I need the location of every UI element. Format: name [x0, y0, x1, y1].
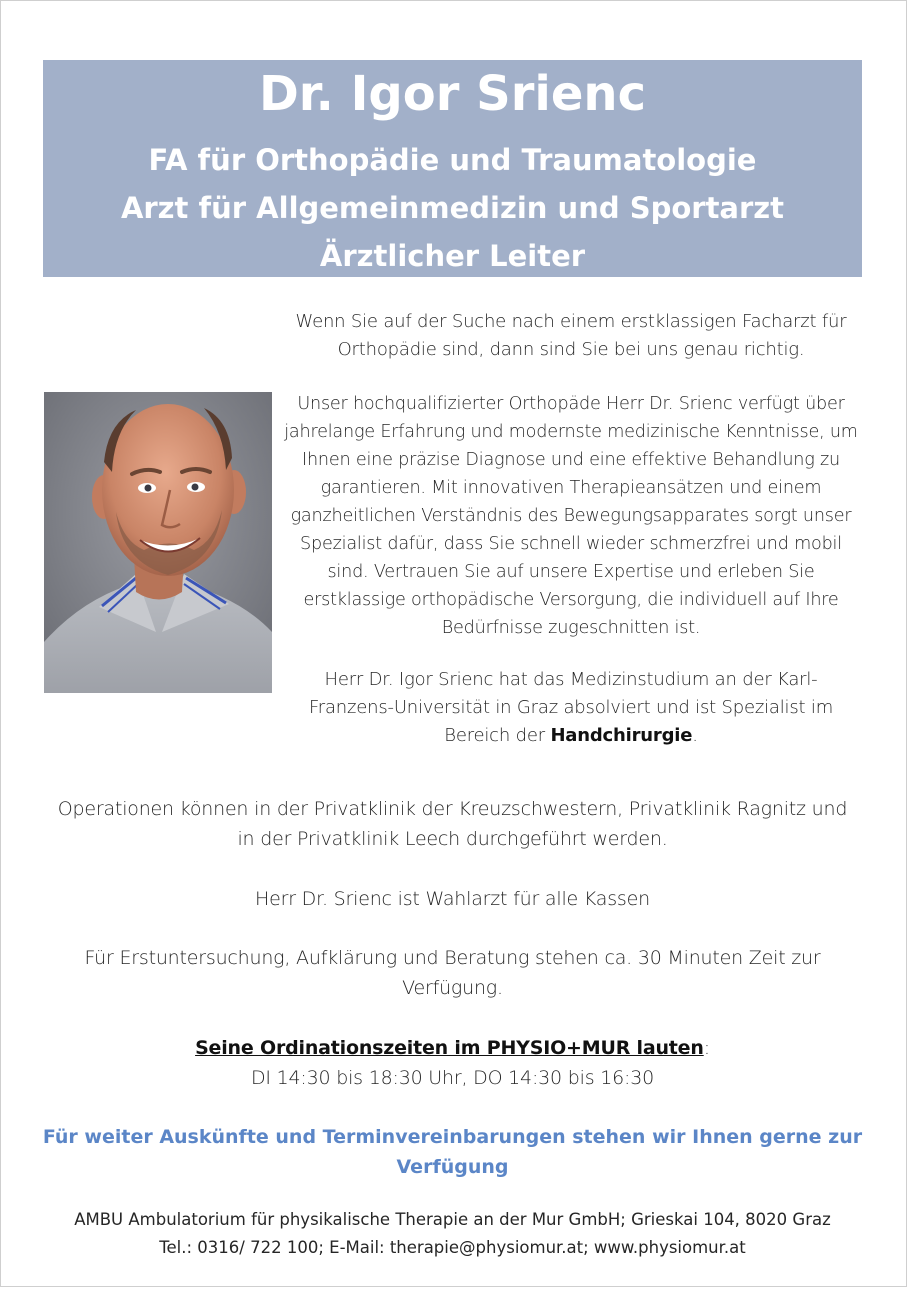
title-medical-director: Ärztlicher Leiter	[319, 239, 586, 273]
office-hours-label: Seine Ordinationszeiten im PHYSIO+MUR lauten	[195, 1037, 704, 1059]
education-text: Herr Dr. Igor Srienc hat das Medizinstudium an der Karl-Franzens-Universität in Graz absolviert und ist Spezialist im Bereich der	[308, 669, 834, 746]
education-period: .	[692, 725, 698, 746]
consultation-time-paragraph: Für Erstuntersuchung, Aufklärung und Beratung stehen ca. 30 Minuten Zeit zur Verfügung.	[84, 947, 821, 999]
doctor-name: Dr. Igor Srienc	[258, 66, 647, 122]
title-general-medicine: Arzt für Allgemeinmedizin und Sportarzt	[120, 191, 785, 225]
specialty-hand-surgery: Handchirurgie	[550, 725, 693, 746]
portrait-illustration	[44, 392, 272, 693]
title-specialty: FA für Orthopädie und Traumatologie	[148, 143, 757, 177]
appointment-note: Für weiter Auskünfte und Terminvereinbarungen stehen wir Ihnen gerne zur Verfügung	[42, 1126, 863, 1178]
doctor-portrait-photo	[44, 392, 272, 693]
footer	[30, 1206, 875, 1262]
office-hours-colon: :	[703, 1037, 710, 1059]
experience-paragraph: Unser hochqualifizierter Orthopäde Herr Dr. Srienc verfügt über jahrelange Erfahrung und modernste medizinische Kenntnisse, um Ihnen eine präzise Diagnose und eine effektive Behandlung zu garantieren. Mit innovativen Therapieansätzen und einem ganzheitlichen Verständnis des Bewegungsapparates sorgt unser Spezialist dafür, dass Sie schnell wieder schmerzfrei und mobil sind. Vertrauen Sie auf unsere Expertise und erleben Sie erstklassige orthopädische Versorgung, die individuell auf Ihre Bedürfnisse zugeschnitten ist.	[284, 394, 858, 638]
footer-contact: Tel.: 0316/ 722 100; E-Mail: therapie@physiomur.at; www.physiomur.at	[159, 1238, 746, 1257]
footer-address: AMBU Ambulatorium für physikalische Therapie an der Mur GmbH; Grieskai 104, 8020 Graz	[74, 1210, 831, 1229]
header-banner	[43, 60, 862, 277]
intro-paragraph: Wenn Sie auf der Suche nach einem erstklassigen Facharzt für Orthopädie sind, dann sind Sie bei uns genau richtig.	[295, 311, 847, 360]
education-paragraph	[283, 666, 859, 750]
operations-paragraph: Operationen können in der Privatklinik der Kreuzschwestern, Privatklinik Ragnitz und in der Privatklinik Leech durchgeführt werden.	[57, 798, 848, 850]
office-hours-block	[50, 1033, 855, 1093]
insurance-paragraph: Herr Dr. Srienc ist Wahlarzt für alle Kassen	[255, 888, 650, 910]
office-hours-value: DI 14:30 bis 18:30 Uhr, DO 14:30 bis 16:30	[250, 1067, 655, 1089]
